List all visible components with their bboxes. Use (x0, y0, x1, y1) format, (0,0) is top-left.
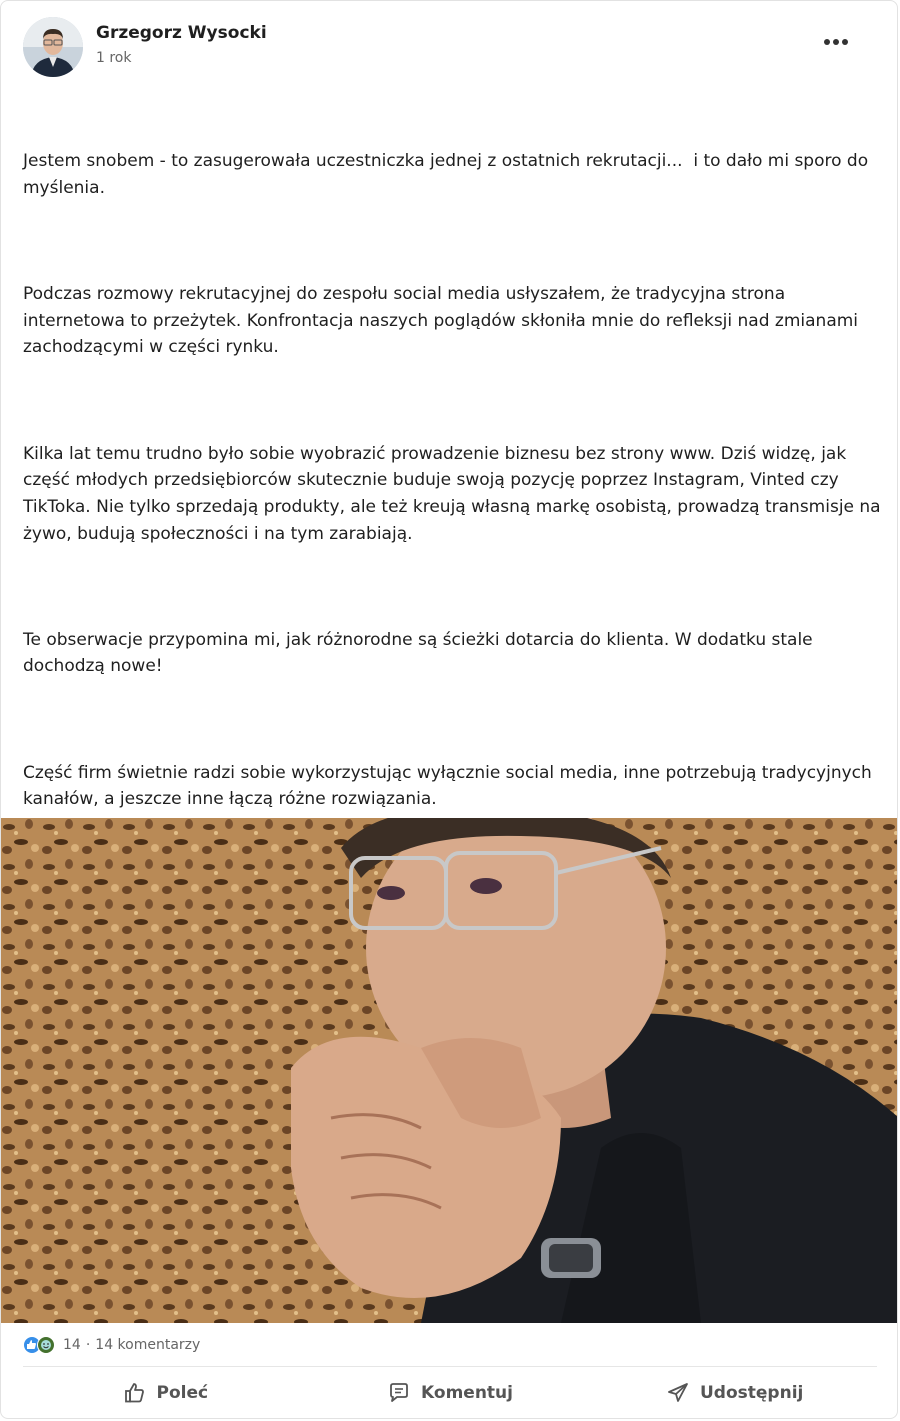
comment-button[interactable] (308, 1369, 593, 1417)
post-header (23, 17, 877, 81)
like-label: Poleć (156, 1383, 209, 1403)
smile-icon (37, 1336, 55, 1354)
share-button[interactable] (592, 1369, 877, 1417)
post-stats[interactable] (23, 1335, 200, 1355)
author-name[interactable]: Grzegorz Wysocki (96, 23, 267, 43)
post-paragraph: Podczas rozmowy rekrutacyjnej do zespołu social media usłyszałem, że tradycyjna strona internetowa to przeżytek. Konfrontacja naszych poglądów skłoniła mnie do refleksji nad zmianami zachodzącymi w części rynku. (23, 284, 864, 358)
post-paragraph: Te obserwacje przypomina mi, jak różnorodne są ścieżki dotarcia do klienta. W dodatku stale dochodzą nowe! (23, 629, 819, 677)
post-image[interactable] (1, 818, 898, 1323)
comment-label: Komentuj (421, 1383, 513, 1403)
share-label: Udostępnij (700, 1383, 804, 1403)
post-paragraph: Jestem snobem - to zasugerowała uczestniczka jednej z ostatnich rekrutacji... i to dało mi sporo do myślenia. (23, 151, 874, 198)
author-avatar[interactable] (23, 17, 83, 77)
more-horizontal-icon (823, 38, 849, 46)
post-paragraph: Część firm świetnie radzi sobie wykorzystując wyłącznie social media, inne potrzebują tradycyjnych kanałów, a jeszcze inne łączą różne rozwiązania. (23, 762, 878, 810)
more-options-button[interactable] (817, 23, 855, 61)
stats-separator: · (85, 1337, 91, 1353)
send-icon (666, 1381, 690, 1405)
post-timestamp: 1 rok (96, 50, 132, 66)
reactions-count[interactable]: 14 (63, 1337, 81, 1353)
post-paragraph: Kilka lat temu trudno było sobie wyobrazić prowadzenie biznesu bez strony www. Dziś widzę, jak część młodych przedsiębiorców skutecznie buduje swoją pozycję poprzez Instagram, Vinted czy TikToka. Nie tylko sprzedają produkty, ale też kreują własną markę osobistą, prowadzą transmisje na żywo, budują społeczności i na tym zarabiają. (23, 443, 887, 544)
like-button[interactable] (23, 1369, 308, 1417)
divider (23, 1366, 877, 1367)
comment-icon (387, 1381, 411, 1405)
comments-count[interactable]: 14 komentarzy (95, 1337, 201, 1353)
thumbs-up-icon (123, 1381, 147, 1405)
post-actions (23, 1369, 877, 1417)
